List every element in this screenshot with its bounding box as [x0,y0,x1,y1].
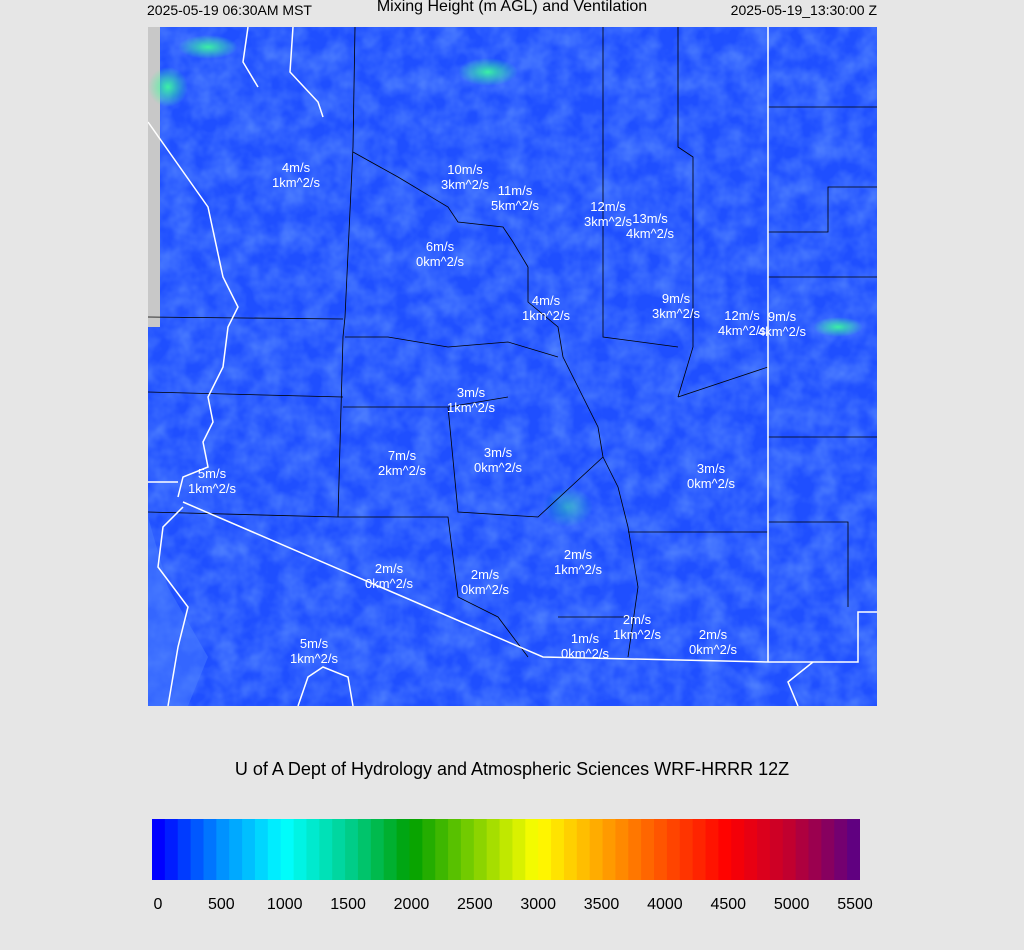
station-wind: 12m/s [590,199,626,214]
color-bar-tick-label: 1000 [266,896,303,913]
color-bar-tick-label: 500 [208,896,235,913]
station-ventilation: 1km^2/s [446,400,496,415]
station-label [758,309,806,339]
color-bar-tick-label: 0 [153,896,163,913]
color-bar-segment [191,819,204,880]
color-bar-segment [332,819,345,880]
local-time: 2025-05-19 06:30AM MST [147,2,312,18]
station-ventilation: 2km^2/s [377,463,427,478]
color-bar-tick-label: 2500 [457,896,493,913]
credit-line: U of A Dept of Hydrology and Atmospheric Sciences WRF-HRRR 12Z [234,759,790,779]
station-label [522,293,570,323]
color-bar-segment [512,819,525,880]
station-ventilation: 1km^2/s [289,651,339,666]
color-bar-segment [564,819,577,880]
station-label [584,199,632,229]
station-wind: 12m/s [724,308,760,323]
station-label [491,183,539,213]
color-bar-tick-label: 3500 [583,896,620,913]
color-bar-tick-label: 4500 [710,896,747,913]
station-label [613,612,661,642]
color-bar-segment [590,819,603,880]
color-bar-segment [152,819,165,880]
station-label [687,461,735,491]
station-label [441,162,489,192]
station-ventilation: 0km^2/s [460,582,510,597]
color-bar-segment [409,819,422,880]
station-ventilation: 4km^2/s [625,226,675,241]
color-bar-segment [628,819,641,880]
station-label [290,636,338,666]
color-bar-segment [461,819,474,880]
station-label [188,466,236,496]
color-bar-segment [847,819,860,880]
station-ventilation: 3km^2/s [651,306,701,321]
station-wind: 5m/s [299,636,329,651]
station-label [365,561,413,591]
color-bar-tick-label: 1500 [330,896,366,913]
station-ventilation: 0km^2/s [415,254,465,269]
color-bar-segment [448,819,461,880]
station-wind: 7m/s [387,448,417,463]
station-ventilation: 0km^2/s [364,576,414,591]
station-wind: 13m/s [632,211,668,226]
color-bar-segment [178,819,191,880]
station-wind: 3m/s [456,385,486,400]
station-ventilation: 0km^2/s [473,460,523,475]
color-bar-segment [474,819,487,880]
station-wind: 10m/s [447,162,483,177]
station-wind: 4m/s [281,160,311,175]
station-label [461,567,509,597]
color-bar-segment [796,819,809,880]
mixing-height-map [148,27,877,706]
color-bar-segment [397,819,410,880]
station-wind: 4m/s [531,293,561,308]
color-bar-segment [203,819,216,880]
station-wind: 3m/s [696,461,726,476]
color-bar-segment [809,819,822,880]
station-wind: 2m/s [622,612,652,627]
color-bar-segment [371,819,384,880]
color-bar-segment [641,819,654,880]
color-bar-segment [268,819,281,880]
station-label [416,239,464,269]
color-bar-segment [667,819,680,880]
color-bar-segment [821,819,834,880]
station-wind: 2m/s [563,547,593,562]
station-wind: 2m/s [470,567,500,582]
color-bar-segment [500,819,513,880]
color-bar-tick-label: 3000 [520,896,556,913]
color-bar-segment [216,819,229,880]
color-bar-segment [731,819,744,880]
station-ventilation: 1km^2/s [271,175,321,190]
station-wind: 2m/s [374,561,404,576]
station-label [474,445,522,475]
map-title: Mixing Height (m AGL) and Ventilation [376,0,648,15]
color-bar-segment [783,819,796,880]
color-bar-segment [345,819,358,880]
color-bar-segment [615,819,628,880]
station-ventilation: 1km^2/s [612,627,662,642]
color-bar-segment [435,819,448,880]
station-wind: 6m/s [425,239,455,254]
color-bar-segment [384,819,397,880]
color-bar-segment [487,819,500,880]
color-bar-segment [422,819,435,880]
color-bar-segment [744,819,757,880]
color-bar-segment [229,819,242,880]
station-ventilation: 4km^2/s [717,323,767,338]
color-bar-tick-label: 2000 [393,896,430,913]
station-label [554,547,602,577]
color-bar-segment [281,819,294,880]
station-wind: 1m/s [570,631,600,646]
station-label [561,631,609,661]
color-bar-tick-label: 4000 [647,896,683,913]
station-ventilation: 1km^2/s [553,562,603,577]
station-ventilation: 0km^2/s [686,476,736,491]
station-wind: 5m/s [197,466,227,481]
station-ventilation: 5km^2/s [490,198,540,213]
station-ventilation: 0km^2/s [688,642,738,657]
color-bar-segment [757,819,770,880]
color-bar-segment [358,819,371,880]
station-ventilation: 4km^2/s [757,324,807,339]
color-bar-segment [525,819,538,880]
color-bar-tick-label: 5000 [773,896,810,913]
color-bar-segment [294,819,307,880]
color-bar-segment [706,819,719,880]
station-label [626,211,674,241]
color-bar-segment [680,819,693,880]
color-bar-segment [693,819,706,880]
color-bar-segment [319,819,332,880]
station-ventilation: 1km^2/s [187,481,237,496]
color-bar-segment [551,819,564,880]
color-bar-segment [654,819,667,880]
station-ventilation: 1km^2/s [521,308,571,323]
station-label [652,291,700,321]
utc-time: 2025-05-19_13:30:00 Z [730,2,877,18]
station-label [689,627,737,657]
station-ventilation: 0km^2/s [560,646,610,661]
station-wind: 2m/s [698,627,728,642]
station-wind: 3m/s [483,445,513,460]
color-bar-segment [306,819,319,880]
color-bar-segment [718,819,731,880]
color-bar-segment [834,819,847,880]
color-bar-segment [603,819,616,880]
station-label [378,448,426,478]
color-bar-segment [770,819,783,880]
station-wind: 9m/s [767,309,797,324]
color-bar-segment [165,819,178,880]
station-wind: 9m/s [661,291,691,306]
color-bar-segment [255,819,268,880]
station-label [447,385,495,415]
station-wind: 11m/s [497,183,533,198]
color-bar-segment [577,819,590,880]
color-bar [152,819,860,880]
color-bar-segment [538,819,551,880]
station-ventilation: 3km^2/s [440,177,490,192]
station-label [272,160,320,190]
color-bar-segment [242,819,255,880]
color-bar-tick-label: 5500 [837,896,873,913]
station-ventilation: 3km^2/s [583,214,633,229]
